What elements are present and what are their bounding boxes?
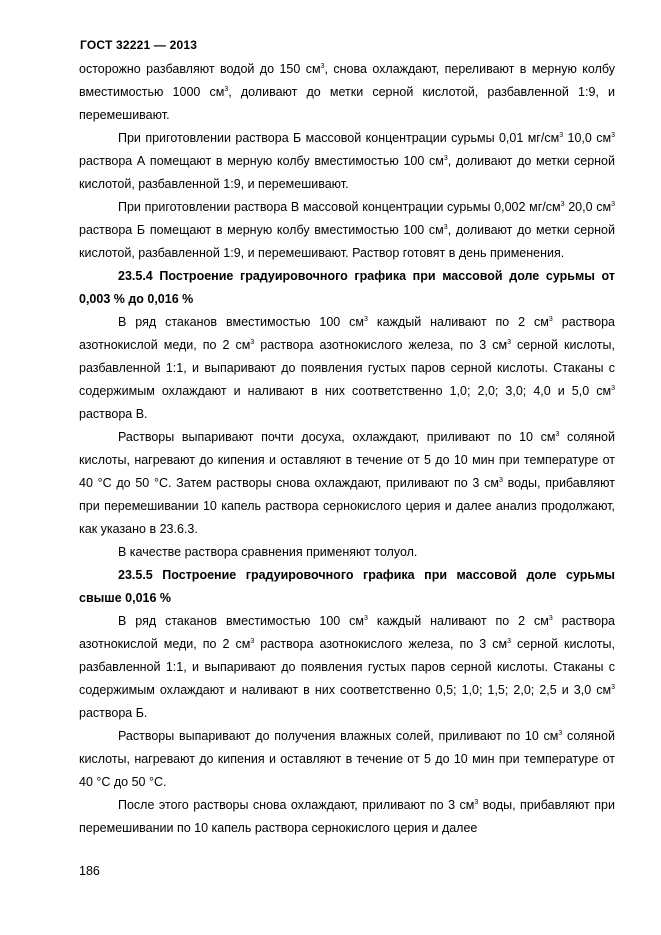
document-header: ГОСТ 32221 — 2013 [80, 38, 198, 52]
section-heading: 23.5.4 Построение градуировочного графика при массовой доле сурьмы от 0,003 % до 0,016 % [79, 269, 615, 306]
paragraph: При приготовлении раствора В массовой концентрации сурьмы 0,002 $мг/см^3$ 20,0 $см^3$ раствора Б помещают в мерную колбу вместимостью 100 $см^3$, доливают до метки серной кислотой, разбавленной 1:9, и перемешивают. Раствор готовят в день применения. [79, 200, 615, 260]
paragraph: Растворы выпаривают почти досуха, охлаждают, приливают по 10 $см^3$ соляной кислоты, нагревают до кипения и оставляют в течение от 5 до 10 мин при температуре от 40 °С до 50 °С. Затем растворы снова охлаждают, приливают по 3 $см^3$ воды, прибавляют при перемешивании 10 капель раствора сернокислого церия и далее анализ продолжают, как указано в 23.6.3. [79, 430, 615, 536]
paragraph: В качестве раствора сравнения применяют толуол. [118, 545, 418, 559]
page-number: 186 [79, 864, 100, 878]
paragraph: В ряд стаканов вместимостью 100 $см^3$ каждый наливают по 2 $см^3$ раствора азотнокислой меди, по 2 $см^3$ раствора азотнокислого железа, по 3 $см^3$ серной кислоты, разбавленной 1:1, и выпаривают до появления густых паров серной кислоты. Стаканы с содержимым охлаждают и наливают в них соответственно 1,0; 2,0; 3,0; 4,0 и 5,0 $см^3$ раствора В. [79, 315, 615, 421]
paragraph: После этого растворы снова охлаждают, приливают по 3 $см^3$ воды, прибавляют при перемешивании по 10 капель раствора сернокислого церия и далее [79, 798, 615, 835]
paragraph: При приготовлении раствора Б массовой концентрации сурьмы 0,01 $мг/см^3$ 10,0 $см^3$ раствора А помещают в мерную колбу вместимостью 100 $см^3$, доливают до метки серной кислотой, разбавленной 1:9, и перемешивают. [79, 131, 615, 191]
document-body [79, 58, 615, 840]
paragraph: Растворы выпаривают до получения влажных солей, приливают по 10 $см^3$ соляной кислоты, нагревают до кипения и оставляют в течение от 5 до 10 мин при температуре от 40 °С до 50 °С. [79, 729, 615, 789]
paragraph: В ряд стаканов вместимостью 100 $см^3$ каждый наливают по 2 $см^3$ раствора азотнокислой меди, по 2 $см^3$ раствора азотнокислого железа, по 3 $см^3$ серной кислоты, разбавленной 1:1, и выпаривают до появления густых паров серной кислоты. Стаканы с содержимым охлаждают и наливают в них соответственно 0,5; 1,0; 1,5; 2,0; 2,5 и 3,0 $см^3$ раствора Б. [79, 614, 615, 720]
section-heading: 23.5.5 Построение градуировочного графика при массовой доле сурьмы свыше 0,016 % [79, 568, 615, 605]
paragraph: осторожно разбавляют водой до 150 $см^3$, снова охлаждают, переливают в мерную колбу вместимостью 1000 $см^3$, доливают до метки серной кислотой, разбавленной 1:9, и перемешивают. [79, 62, 615, 122]
